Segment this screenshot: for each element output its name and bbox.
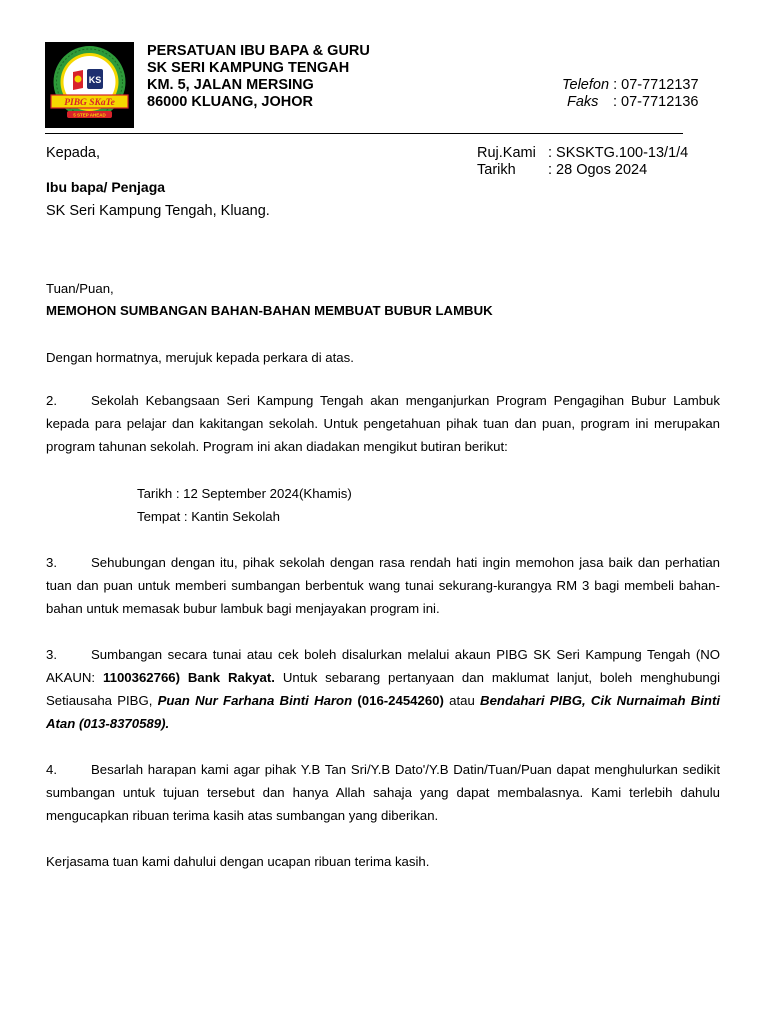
- paragraph-3: [46, 551, 720, 620]
- logo-badge-text: KS: [88, 75, 102, 85]
- phone-label: Telefon: [562, 77, 610, 93]
- letterhead-divider: [45, 133, 683, 134]
- event-place: Tempat : Kantin Sekolah: [137, 509, 280, 524]
- paragraph-4-text-a: Sumbangan secara tunai atau cek boleh disalurkan melalui akaun PIBG SK Seri Kampung Tengah (NO AKAUN:: [46, 647, 720, 685]
- reference-row: [477, 145, 688, 162]
- org-address-block: [147, 43, 370, 111]
- paragraph-4-text-c: atau: [443, 693, 481, 708]
- date-row: [477, 162, 688, 179]
- paragraph-4-text-b: Untuk sebarang pertanyaan dan maklumat lanjut, boleh menghubungi Setiausaha PIBG,: [46, 670, 721, 708]
- paragraph-4-number: 3.: [46, 647, 57, 662]
- paragraph-2: [46, 389, 720, 458]
- recipient-address: SK Seri Kampung Tengah, Kluang.: [46, 203, 270, 219]
- date-key: Tarikh: [477, 162, 516, 178]
- pibg-logo-emblem: [45, 42, 134, 128]
- date-value: : 28 Ogos 2024: [548, 162, 648, 178]
- event-details: [137, 482, 352, 528]
- closing-line: Kerjasama tuan kami dahului dengan ucapan ribuan terima kasih.: [46, 854, 430, 869]
- reference-block: [477, 145, 688, 179]
- event-date: Tarikh : 12 September 2024(Khamis): [137, 486, 352, 501]
- paragraph-3-number: 3.: [46, 555, 57, 570]
- contact-block: [562, 77, 699, 111]
- reference-key: Ruj.Kami: [477, 145, 536, 161]
- pibg-logo: [45, 42, 134, 128]
- reference-value: : SKSKTG.100-13/1/4: [548, 145, 689, 161]
- paragraph-3-text: Sehubungan dengan itu, pihak sekolah dengan rasa rendah hati ingin memohon jasa baik dan perhatian tuan dan puan untuk memberi sumbangan berbentuk wang tunai sekurang-kurangya RM 3 bagi membeli bahan-bahan untuk memasak bubur lambuk bagi menjayakan program ini.: [46, 555, 720, 616]
- paragraph-4: [46, 643, 720, 735]
- to-label: Kepada,: [46, 145, 101, 161]
- fax-row: [562, 94, 699, 111]
- paragraph-2-text: Sekolah Kebangsaan Seri Kampung Tengah akan menganjurkan Program Pengagihan Bubur Lambuk kepada para pelajar dan kakitangan sekolah. Untuk pengetahuan pihak tuan dan puan, program ini merupakan program tahunan sekolah. Program ini akan diadakan mengikut butiran berikut:: [46, 393, 720, 454]
- paragraph-5-text: Besarlah harapan kami agar pihak Y.B Tan Sri/Y.B Dato'/Y.B Datin/Tuan/Puan dapat menghulurkan sedikit sumbangan untuk tujuan tersebut dan hanya Allah sahaja yang dapat membalasnya. Kami terlebih dahulu mengucapkan ribuan terima kasih atas sumbangan yang diberikan.: [46, 762, 720, 823]
- letter-subject: MEMOHON SUMBANGAN BAHAN-BAHAN MEMBUAT BUBUR LAMBUK: [46, 303, 493, 318]
- phone-row: [562, 77, 699, 94]
- opening-line: Dengan hormatnya, merujuk kepada perkara di atas.: [46, 350, 354, 365]
- recipient-name: Ibu bapa/ Penjaga: [46, 179, 166, 195]
- account-number: 1100362766) Bank Rakyat.: [103, 670, 275, 685]
- postcode-city: 86000 KLUANG, JOHOR: [147, 94, 313, 110]
- secretary-name: Puan Nur Farhana Binti Haron: [157, 693, 353, 708]
- paragraph-5: [46, 758, 720, 827]
- street-address: KM. 5, JALAN MERSING: [147, 77, 314, 93]
- fax-label: Faks: [567, 94, 599, 110]
- paragraph-5-number: 4.: [46, 762, 57, 777]
- fax-value: : 07-7712136: [613, 94, 699, 110]
- treasurer-contact: Bendahari PIBG, Cik Nurnaimah Binti Atan (013-8370589).: [46, 693, 721, 731]
- school-name: SK SERI KAMPUNG TENGAH: [147, 60, 350, 76]
- org-name: PERSATUAN IBU BAPA & GURU: [147, 43, 370, 59]
- paragraph-2-number: 2.: [46, 393, 57, 408]
- logo-motto: 5 STEP AHEAD: [73, 112, 106, 118]
- logo-text: PIBG SKaTe: [64, 98, 115, 108]
- phone-value: : 07-7712137: [609, 77, 699, 93]
- salutation: Tuan/Puan,: [46, 281, 114, 296]
- secretary-phone: (016-2454260): [352, 693, 444, 708]
